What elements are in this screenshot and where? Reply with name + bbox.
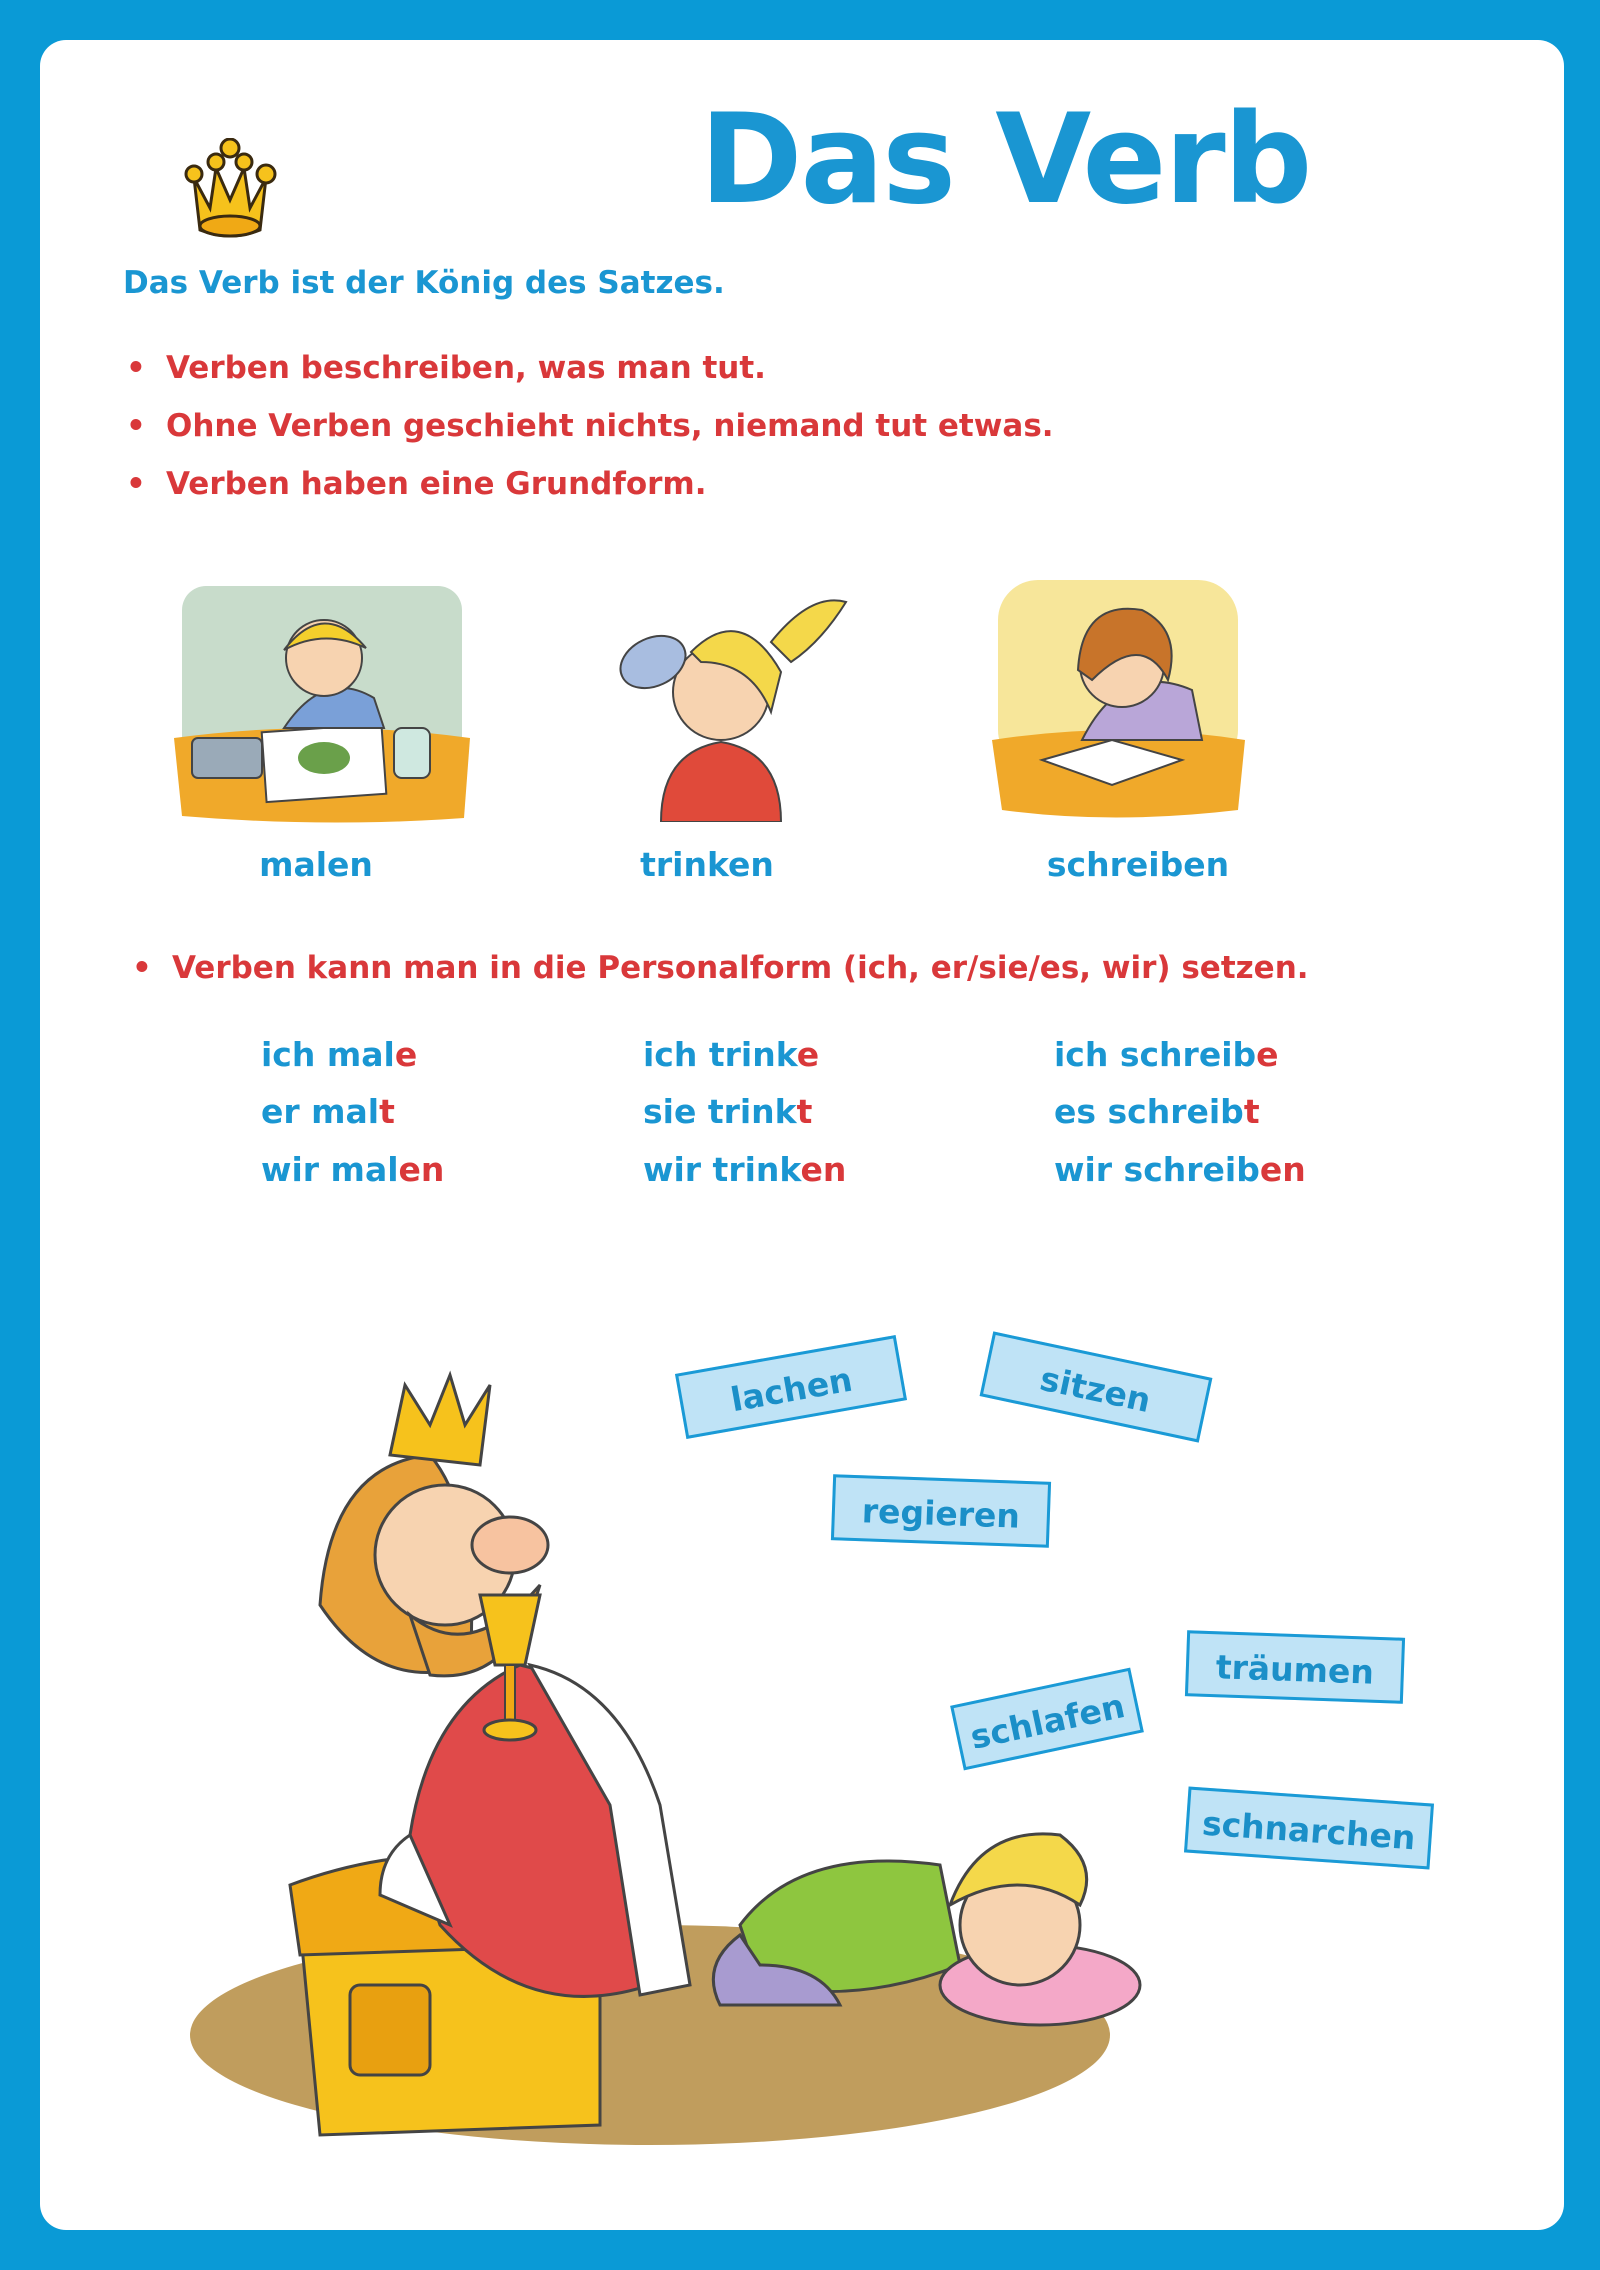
conjugation-cell: wir trinken: [643, 1150, 847, 1189]
word-card: lachen: [675, 1335, 907, 1439]
conjugation-cell: ich trinke: [643, 1035, 820, 1074]
bullet-item: • Verben beschreiben, was man tut.: [126, 350, 766, 386]
word-card: schnarchen: [1184, 1787, 1434, 1870]
child-painting-illustration: [174, 578, 470, 828]
child-writing-illustration: [992, 570, 1245, 825]
bullet-item: • Ohne Verben geschieht nichts, niemand tut etwas.: [126, 408, 1054, 444]
word-card: schlafen: [950, 1668, 1144, 1771]
conjugation-cell: wir schreiben: [1054, 1150, 1306, 1189]
picture-label: trinken: [640, 845, 774, 884]
word-card: sitzen: [980, 1331, 1213, 1442]
picture-label: malen: [259, 845, 373, 884]
page-title: Das Verb: [699, 88, 1311, 232]
conjugation-cell: es schreibt: [1054, 1092, 1260, 1131]
conjugation-cell: ich male: [261, 1035, 418, 1074]
word-card: träumen: [1185, 1630, 1405, 1704]
personal-form-bullet: • Verben kann man in die Personalform (ich, er/sie/es, wir) setzen.: [132, 950, 1309, 986]
subtitle: Das Verb ist der König des Satzes.: [123, 265, 725, 301]
conjugation-cell: sie trinkt: [643, 1092, 813, 1131]
bullet-item: • Verben haben eine Grundform.: [126, 466, 707, 502]
word-card: regieren: [831, 1474, 1051, 1548]
conjugation-cell: wir malen: [261, 1150, 445, 1189]
child-drinking-illustration: [601, 582, 854, 822]
conjugation-cell: er malt: [261, 1092, 395, 1131]
picture-label: schreiben: [1046, 845, 1230, 884]
conjugation-cell: ich schreibe: [1054, 1035, 1279, 1074]
